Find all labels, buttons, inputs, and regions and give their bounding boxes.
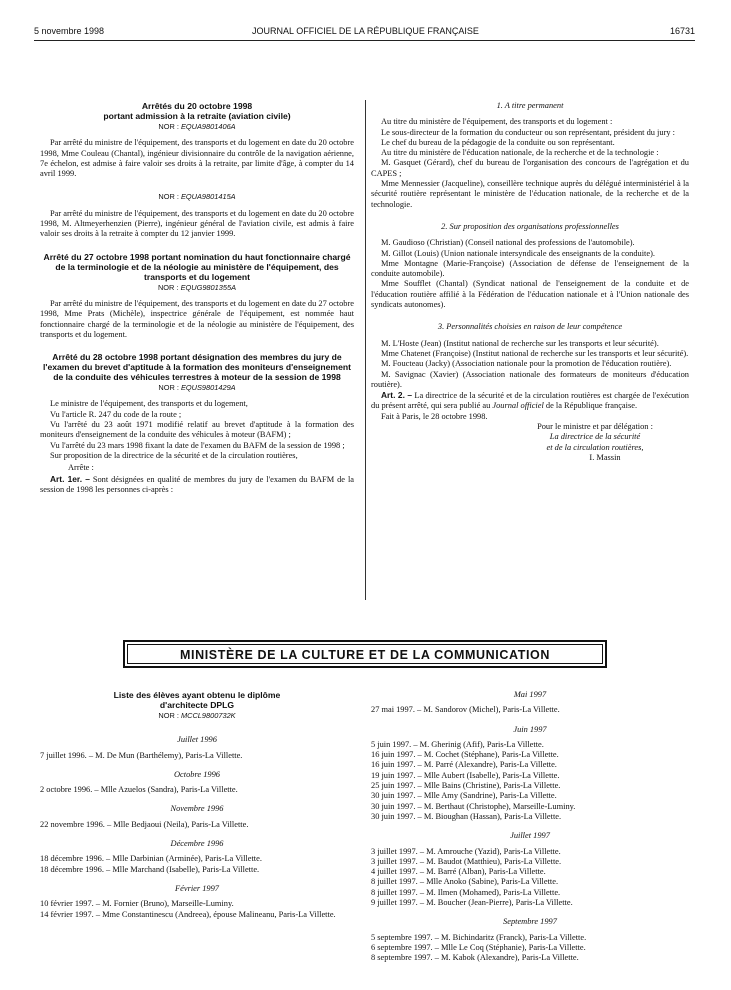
diploma-entry xyxy=(371,888,689,898)
entry-name: M. Kabok (Alexandre), Paris-La Villette. xyxy=(441,953,579,963)
header-date: 5 novembre 1998 xyxy=(34,26,105,36)
signature-line-1: Pour le ministre et par délégation : xyxy=(537,422,653,432)
entry-name: M. Gherinig (Afif), Paris-La Villette. xyxy=(419,739,544,749)
entry-date: 5 septembre 1997. – xyxy=(371,932,442,942)
entry-date: 22 novembre 1996. – xyxy=(40,819,114,829)
entry-name: M. De Mun (Barthélemy), Paris-La Villette. xyxy=(95,750,243,760)
entry-name: M. Baudot (Matthieu), Paris-La Villette. xyxy=(426,856,562,866)
entry-date: 7 juillet 1996. – xyxy=(40,750,96,760)
diploma-entry xyxy=(40,865,354,875)
signature-line-2: La directrice de la sécurité xyxy=(549,432,641,442)
diploma-entry xyxy=(40,854,354,864)
arrete3-arrete: Arrête : xyxy=(68,463,94,473)
entry-name: M. Amrouche (Yazid), Paris-La Villette. xyxy=(426,846,561,856)
entry-date: 2 octobre 1996. – xyxy=(40,785,101,795)
entry-name: M. Barré (Alban), Paris-La Villette. xyxy=(426,867,546,877)
jury-member-2: M. Gillot (Louis) (Union nationale intersyndicale des enseignants de la conduite). xyxy=(381,248,655,258)
entry-date: 16 juin 1997. – xyxy=(371,760,424,770)
month-heading: Juillet 1997 xyxy=(510,831,550,841)
entry-name: Mlle Bains (Christine), Paris-La Villette. xyxy=(423,781,561,791)
arrete3-nor: NOR : EQUS9801429A xyxy=(158,383,236,393)
signature-name: I. Massin xyxy=(589,452,621,462)
jury-paragraph-4: Au titre du ministère de l'éducation nationale, de la recherche et de la technologie : xyxy=(381,148,659,158)
entry-name: Mme Constantinescu (Andreea), épouse Malineanu, Paris-La Villette. xyxy=(102,909,336,919)
entry-date: 9 juillet 1997. – xyxy=(371,898,427,908)
month-heading: Octobre 1996 xyxy=(174,769,220,779)
entry-name: M. Bioughan (Hassan), Paris-La Villette. xyxy=(423,811,562,821)
arrete1-paragraph: Par arrêté du ministre de l'équipement, des transports et du logement en date du 20 octobre 1998, Mme Couleau (Chantal), ingénieur divisionnaire du contrôle de la navigation aérienne, 7e échelon, est admise à faire valoir ses droits à la retraite, par limite d'âge, à compter du 14 avril 1999. xyxy=(40,138,354,179)
diploma-entry xyxy=(40,751,354,761)
entry-name: Mlle Aubert (Isabelle), Paris-La Villette. xyxy=(423,770,560,780)
diploma-entry xyxy=(371,867,689,877)
arrete1-title: Arrêtés du 20 octobre 1998 portant admission à la retraite (aviation civile) xyxy=(103,101,291,121)
diploma-entry xyxy=(371,943,689,953)
jury-paragraph-3: Le chef du bureau de la pédagogie de la conduite ou son représentant. xyxy=(381,137,615,147)
month-heading: Décembre 1996 xyxy=(170,839,224,849)
diploma-entry xyxy=(371,877,689,887)
entry-name: Mlle Marchand (Isabelle), Paris-La Villette. xyxy=(112,864,260,874)
entry-date: 30 juin 1997. – xyxy=(371,811,424,821)
diploma-groups-left xyxy=(40,735,354,920)
month-heading: Juillet 1996 xyxy=(177,735,217,745)
header-rule xyxy=(34,40,695,41)
entry-name: Mlle Bedjaoui (Neila), Paris-La Villette. xyxy=(113,819,249,829)
arrete2-nor: NOR : EQUG9801355A xyxy=(157,282,237,292)
entry-date: 18 décembre 1996. – xyxy=(40,864,113,874)
jury-paragraph-1: Au titre du ministère de l'équipement, des transports et du logement : xyxy=(381,117,613,127)
arrete2-title: Arrêté du 27 octobre 1998 portant nomination du haut fonctionnaire chargé de la terminologie et de la néologie au ministère de l'équipement, des transports et du logement xyxy=(43,251,351,282)
diploma-list-nor: NOR : MCCL9800732K xyxy=(158,711,236,720)
entry-date: 6 septembre 1997. – xyxy=(371,942,442,952)
signature-block xyxy=(371,422,689,463)
left-column xyxy=(40,101,354,495)
diploma-entry xyxy=(371,847,689,857)
diploma-entry xyxy=(371,898,689,908)
ministry-title: MINISTÈRE DE LA CULTURE ET DE LA COMMUNICATION xyxy=(127,644,603,664)
diploma-entry xyxy=(371,791,689,801)
arrete1-nor-2: NOR : EQUA9801415A xyxy=(158,192,236,202)
diploma-entry xyxy=(371,705,689,715)
arrete3-visa-3: Vu l'arrêté du 23 mars 1998 fixant la date de l'examen du BAFM de la session de 1998 ; xyxy=(50,440,345,450)
entry-date: 8 juillet 1997. – xyxy=(371,877,427,887)
jury-member-1: M. Gaudioso (Christian) (Conseil national des professions de l'automobile). xyxy=(381,238,635,248)
page-number: 16731 xyxy=(669,26,695,36)
entry-name: M. Parré (Alexandre), Paris-La Villette. xyxy=(423,760,557,770)
entry-date: 27 mai 1997. – xyxy=(371,705,424,715)
diploma-entry xyxy=(371,812,689,822)
diploma-list-right xyxy=(371,690,689,964)
entry-date: 10 février 1997. – xyxy=(40,899,103,909)
jury-member-7: M. Foucteau (Jacky) (Association nationale pour la promotion de l'éducation routière). xyxy=(381,359,672,369)
entry-date: 30 juin 1997. – xyxy=(371,791,424,801)
column-divider xyxy=(365,100,366,600)
jury-member-6: Mme Chatenet (Françoise) (Institut national de recherche sur les transports et leur sécurité). xyxy=(381,348,689,358)
entry-date: 8 septembre 1997. – xyxy=(371,953,442,963)
month-heading: Février 1997 xyxy=(175,883,219,893)
diploma-list-left xyxy=(40,690,354,920)
month-heading: Juin 1997 xyxy=(513,724,547,734)
arrete3-visa-1: Vu l'article R. 247 du code de la route ; xyxy=(50,409,182,419)
entry-name: Mlle Darbinian (Arminée), Paris-La Villette. xyxy=(112,854,262,864)
entry-date: 25 juin 1997. – xyxy=(371,781,424,791)
jury-paragraph-2: Le sous-directeur de la formation du conducteur ou son représentant, président du jury : xyxy=(381,127,675,137)
arrete3-article-1: Art. 1er. – Sont désignées en qualité de membres du jury de l'examen du BAFM de la session de 1998 les personnes ci-après : xyxy=(40,473,354,494)
diploma-entry xyxy=(371,771,689,781)
entry-name: M. Fornier (Bruno), Marseille-Luminy. xyxy=(102,899,234,909)
jury-member-3: Mme Montagne (Marie-Françoise) (Association de défense de l'enseignement de la conduite automobile). xyxy=(371,258,689,279)
month-heading: Novembre 1996 xyxy=(170,804,224,814)
right-column xyxy=(371,101,689,463)
diploma-entry xyxy=(40,785,354,795)
month-heading: Septembre 1997 xyxy=(503,917,557,927)
diploma-entry xyxy=(40,899,354,909)
entry-date: 30 juin 1997. – xyxy=(371,801,424,811)
entry-date: 5 juin 1997. – xyxy=(371,739,420,749)
diploma-entry xyxy=(371,760,689,770)
jury-member-8: M. Savignac (Xavier) (Association nationale des formateurs de moniteurs d'éducation routière). xyxy=(371,369,689,389)
entry-date: 8 juillet 1997. – xyxy=(371,887,427,897)
entry-name: M. Ilmen (Mohamed), Paris-La Villette. xyxy=(426,887,561,897)
entry-name: M. Bichindaritz (Franck), Paris-La Villette. xyxy=(441,932,587,942)
ministry-banner xyxy=(123,640,607,668)
diploma-groups-right xyxy=(371,690,689,964)
diploma-entry xyxy=(371,953,689,963)
jury-paragraph-5: M. Gasquet (Gérard), chef du bureau de l'organisation des concours de l'agrégation et du CAPES ; xyxy=(371,158,689,178)
entry-name: Mlle Anoko (Sabine), Paris-La Villette. xyxy=(426,877,559,887)
entry-date: 3 juillet 1997. – xyxy=(371,856,427,866)
jury-member-5: M. L'Hoste (Jean) (Institut national de recherche sur les transports et leur sécurité). xyxy=(381,338,659,348)
arrete3-visa-2: Vu l'arrêté du 23 août 1971 modifié relatif au brevet d'aptitude à la formation des moniteurs d'enseignement de la conduite des véhicules à moteur (BAFM) ; xyxy=(40,420,354,440)
diploma-entry xyxy=(371,857,689,867)
diploma-entry xyxy=(40,910,354,920)
diploma-list-title: Liste des élèves ayant obtenu le diplôme d'architecte DPLG xyxy=(113,690,281,710)
entry-date: 18 décembre 1996. – xyxy=(40,854,113,864)
entry-date: 14 février 1997. – xyxy=(40,909,103,919)
section-2-heading: 2. Sur proposition des organisations professionnelles xyxy=(441,221,619,231)
arrete1-nor: NOR : EQUA9801406A xyxy=(158,122,236,131)
jury-paragraph-6: Mme Mennessier (Jacqueline), conseillère technique auprès du délégué interministériel à la sécurité routière représentant le ministère de l'éducation nationale, de la recherche et de la technologie. xyxy=(371,179,689,209)
diploma-entry xyxy=(371,933,689,943)
entry-name: M. Cochet (Stéphane), Paris-La Villette. xyxy=(423,750,559,760)
journal-title: JOURNAL OFFICIEL DE LA RÉPUBLIQUE FRANÇAISE xyxy=(252,26,479,36)
signature-line-3: et de la circulation routières, xyxy=(546,442,644,452)
diploma-entry xyxy=(371,802,689,812)
diploma-entry xyxy=(371,781,689,791)
diploma-entry xyxy=(371,750,689,760)
entry-date: 16 juin 1997. – xyxy=(371,750,424,760)
diploma-entry xyxy=(40,820,354,830)
entry-date: 3 juillet 1997. – xyxy=(371,846,427,856)
jury-member-4: Mme Soufflet (Chantal) (Syndicat national de l'enseignement de la conduite et de l'éducation routière affilié à la Fédération de l'éducation nationale et à l'Union nationale des syndicats autonomes). xyxy=(371,279,689,310)
section-1-heading: 1. A titre permanent xyxy=(496,101,564,110)
entry-name: M. Berthaut (Christophe), Marseille-Luminy. xyxy=(423,801,576,811)
diploma-entry xyxy=(371,740,689,750)
entry-date: 4 juillet 1997. – xyxy=(371,867,427,877)
entry-name: M. Boucher (Jean-Pierre), Paris-La Villette. xyxy=(426,898,573,908)
entry-name: Mlle Azuelos (Sandra), Paris-La Villette. xyxy=(100,785,238,795)
article-2: Art. 2. – La directrice de la sécurité et de la circulation routières est chargée de l'exécution du présent arrêté, qui sera publié au Journal officiel de la République française. xyxy=(371,390,689,411)
arrete3-proposal: Sur proposition de la directrice de la sécurité et de la circulation routières, xyxy=(50,450,298,460)
entry-name: M. Sandorov (Michel), Paris-La Villette. xyxy=(423,705,560,715)
entry-name: Mlle Le Coq (Stéphanie), Paris-La Villette. xyxy=(441,942,586,952)
section-3-heading: 3. Personnalités choisies en raison de leur compétence xyxy=(437,322,623,332)
arrete3-title: Arrêté du 28 octobre 1998 portant désignation des membres du jury de l'examen du brevet d'aptitude à la formation des moniteurs d'enseignement de la conduite des véhicules terrestres à moteur de la session de 1998 xyxy=(43,352,351,383)
arrete1-paragraph-2: Par arrêté du ministre de l'équipement, des transports et du logement en date du 20 octobre 1998, M. Altmeyerhenzien (Pierre), ingénieur général de l'aviation civile, est admis à faire valoir ses droits à la retraite à compter du 12 janvier 1999. xyxy=(40,208,354,239)
entry-name: Mlle Amy (Sandrine), Paris-La Villette. xyxy=(423,791,557,801)
arrete2-paragraph: Par arrêté du ministre de l'équipement, des transports et du logement en date du 27 octobre 1998, Mme Prats (Michèle), inspectrice générale de l'équipement, est nommée haut fonctionnaire chargé de la terminologie et de la néologie au ministère de l'équipement, des transports et du logement. xyxy=(40,298,354,339)
entry-date: 19 juin 1997. – xyxy=(371,770,424,780)
arrete3-minister: Le ministre de l'équipement, des transports et du logement, xyxy=(50,399,248,409)
month-heading: Mai 1997 xyxy=(513,690,547,699)
fait-a-paris: Fait à Paris, le 28 octobre 1998. xyxy=(381,411,488,421)
